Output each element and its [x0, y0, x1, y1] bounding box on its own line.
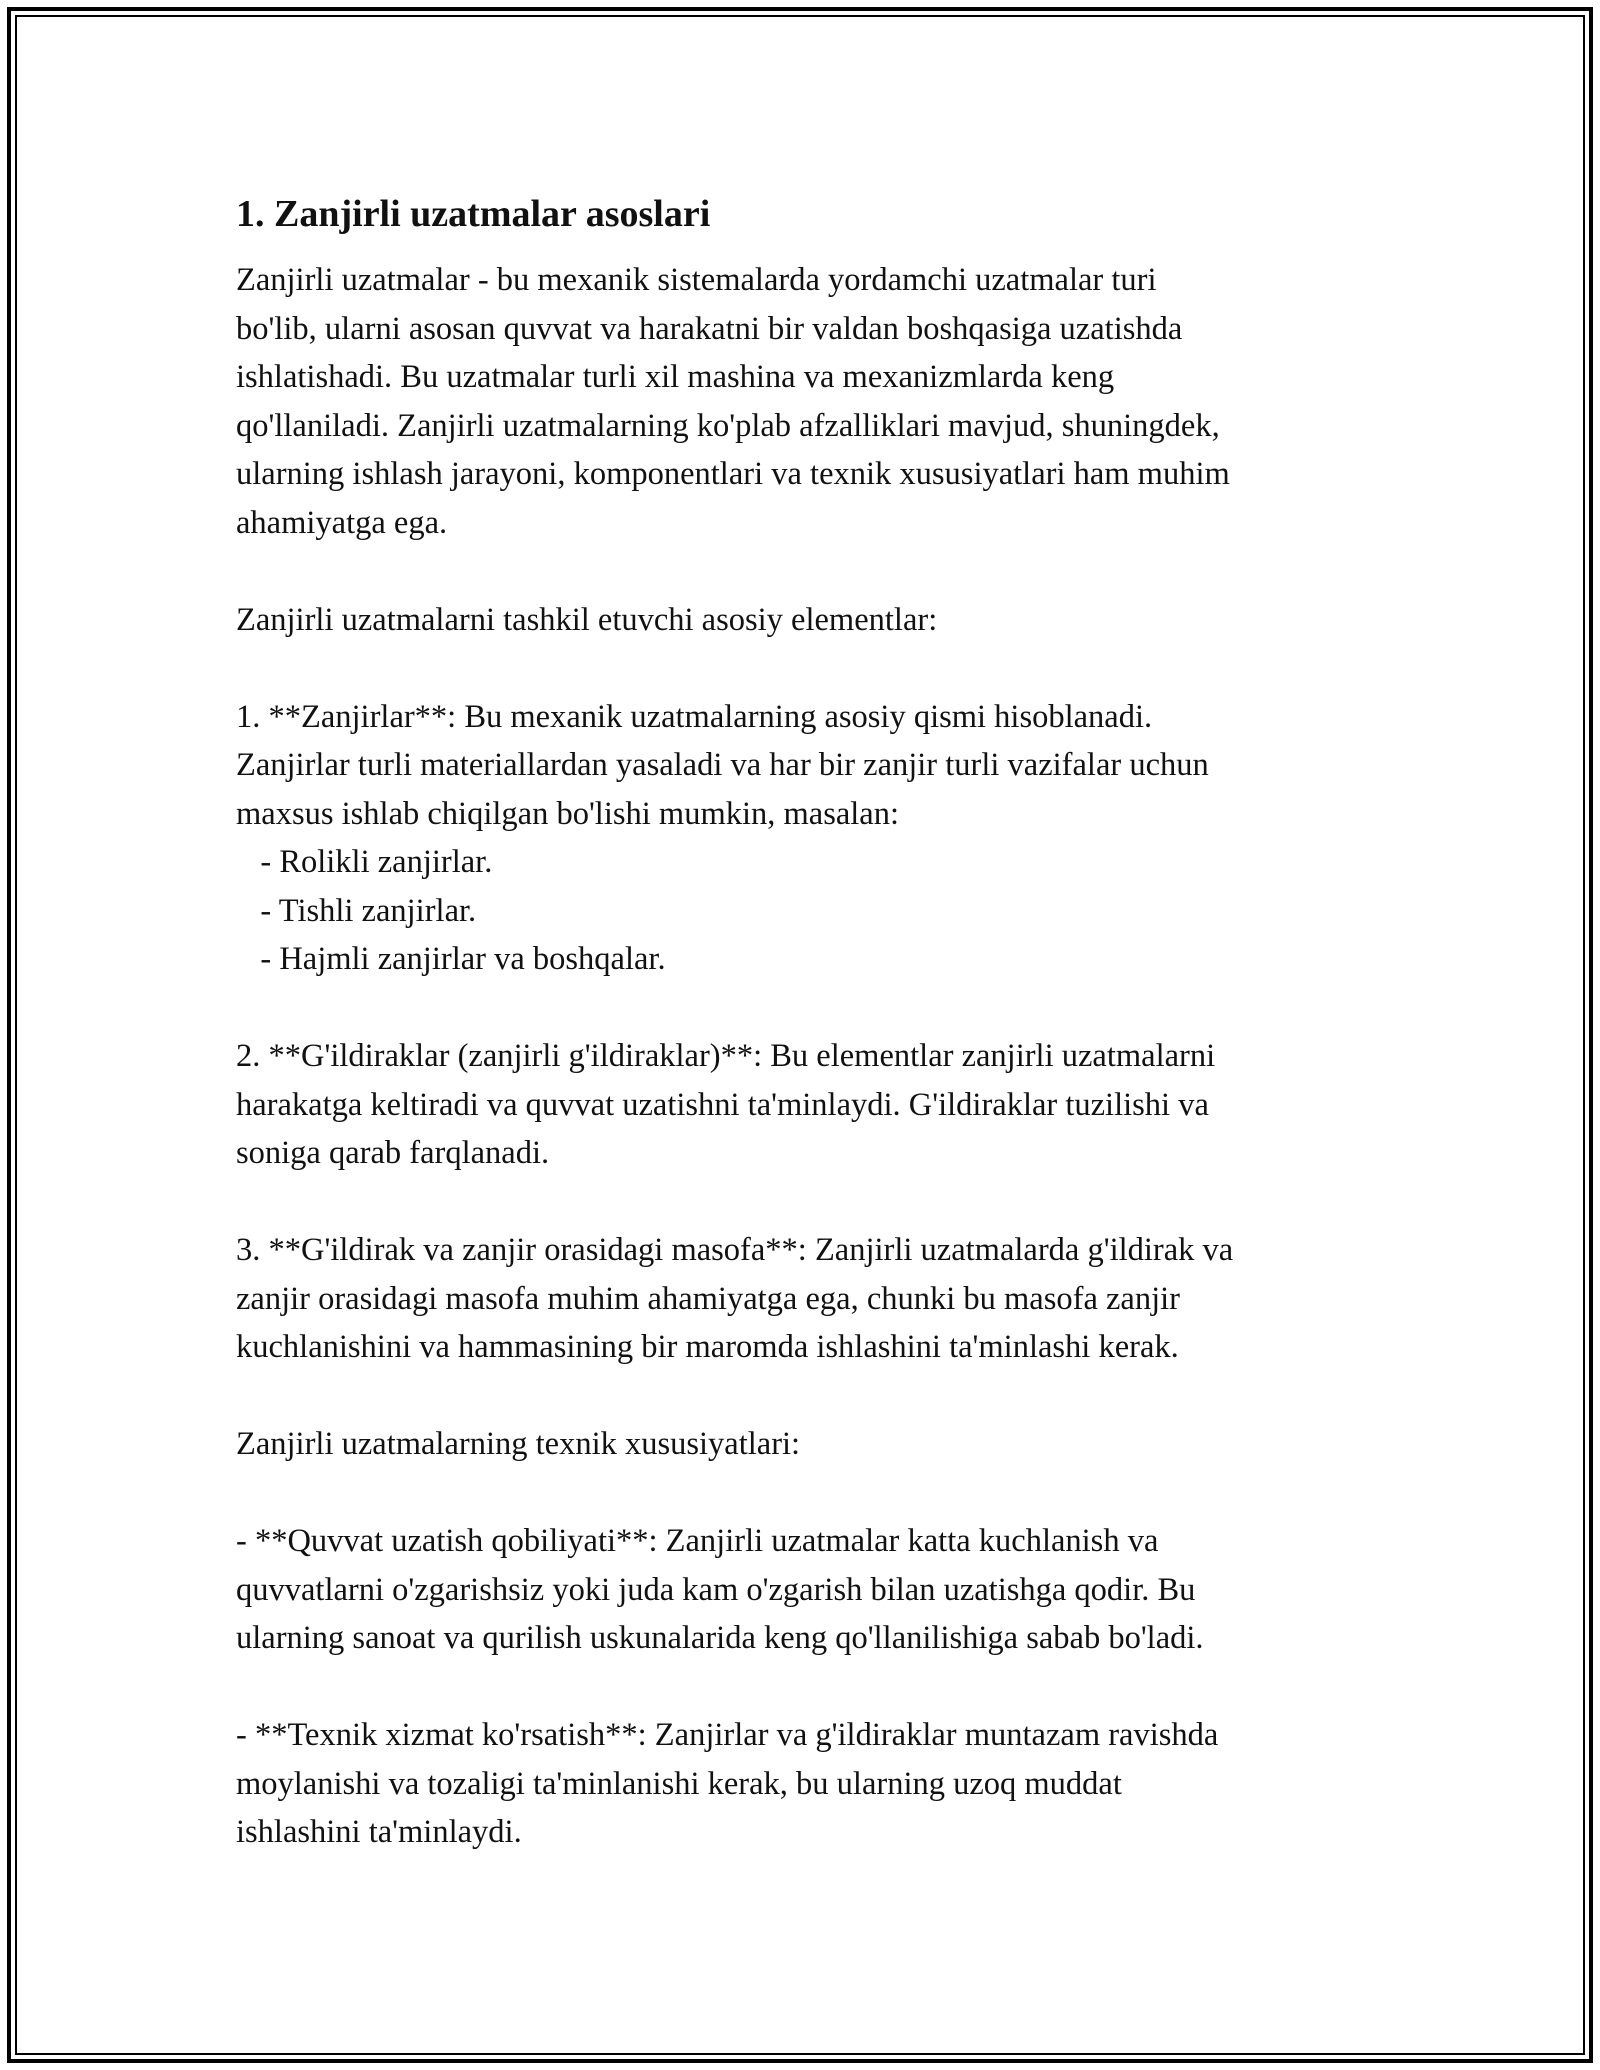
section-body-text: Zanjirli uzatmalar - bu mexanik sistemalarda yordamchi uzatmalar turi bo'lib, ularni asosan quvvat va harakatni bir valdan boshqasiga uzatishda ishlatishadi. Bu uzatmalar turli xil mashina va mexanizmlarda keng qo'llaniladi. Zanjirli uzatmalarning ko'plab afzalliklari mavjud, shuningdek, ularning ishlash jarayoni, komponentlari va texnik xususiyatlari ham muhim ahamiyatga ega. Zanjirli uzatmalarni tashkil etuvchi asosiy elementlar: 1. **Zanjirlar**: Bu mexanik uzatmalarning asosiy qismi hisoblanadi. Zanjirlar turli materiallardan yasaladi va har bir zanjir turli vazifalar uchun maxsus ishlab chiqilgan bo'lishi mumkin, masalan: - Rolikli zanjirlar. - Tishli zanjirlar. - Hajmli zanjirlar va boshqalar. 2. **G'ildiraklar (zanjirli g'ildiraklar)**: Bu elementlar zanjirli uzatmalarni harakatga keltiradi va quvvat uzatishni ta'minlaydi. G'ildiraklar tuzilishi va soniga qarab farqlanadi. 3. **G'ildirak va zanjir orasidagi masofa**: Zanjirli uzatmalarda g'ildirak va zanjir orasidagi masofa muhim ahamiyatga ega, chunki bu masofa zanjir kuchlanishini va hammasining bir maromda ishlashini ta'minlashi kerak. Zanjirli uzatmalarning texnik xususiyatlari: - **Quvvat uzatish qobiliyati**: Zanjirli uzatmalar katta kuchlanish va quvvatlarni o'zgarishsiz yoki juda kam o'zgarish bilan uzatishga qodir. Bu ularning sanoat va qurilish uskunalarida keng qo'llanilishiga sabab bo'ladi. - **Texnik xizmat ko'rsatish**: Zanjirlar va g'ildiraklar muntazam ravishda moylanishi va tozaligi ta'minlanishi kerak, bu ularning uzoq muddat ishlashini ta'minlaydi. — [236, 262, 1234, 1850]
document-content — [236, 188, 1386, 1857]
section-heading: 1. Zanjirli uzatmalar asoslari — [236, 193, 711, 235]
